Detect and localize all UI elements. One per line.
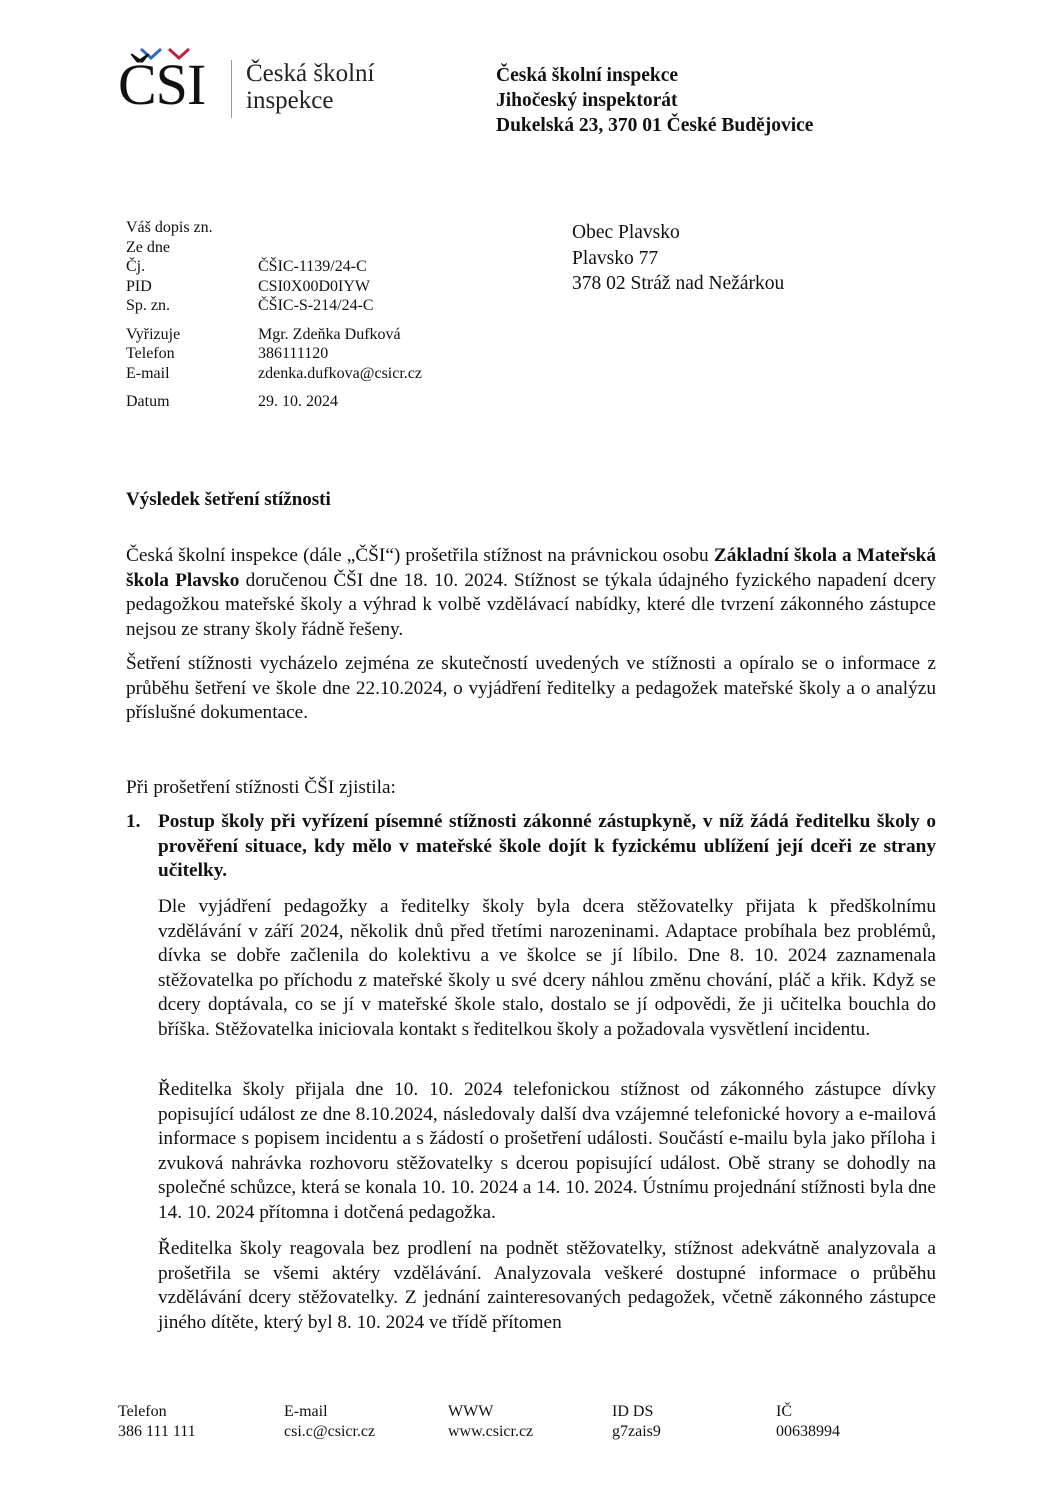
footer-value: 386 111 111 xyxy=(118,1423,196,1440)
meta-value: 29. 10. 2024 xyxy=(258,393,338,410)
meta-label: Ze dne xyxy=(126,238,170,256)
footer-idds xyxy=(612,1402,661,1442)
logo-letters: ČSI xyxy=(118,52,206,117)
meta-label: Čj. xyxy=(126,258,146,275)
footer-label: WWW xyxy=(448,1403,494,1420)
meta-row xyxy=(126,277,422,297)
recipient-line3: 378 02 Stráž nad Nežárkou xyxy=(572,273,785,294)
recipient-line2: Plavsko 77 xyxy=(572,247,659,269)
document-title: Výsledek šetření stížnosti xyxy=(126,489,331,510)
meta-row xyxy=(126,325,422,345)
meta-label: PID xyxy=(126,277,152,295)
meta-value: Mgr. Zdeňka Dufková xyxy=(258,325,401,343)
sender-line1: Česká školní inspekce xyxy=(496,65,679,86)
footer-value[interactable]: www.csicr.cz xyxy=(448,1423,534,1440)
meta-gap xyxy=(126,316,422,325)
csi-logo xyxy=(118,46,408,126)
meta-gap xyxy=(126,383,422,392)
logo-divider xyxy=(231,60,232,118)
meta-value: CSI0X00D0IYW xyxy=(258,277,370,295)
meta-row xyxy=(126,257,422,277)
meta-value: ČŠIC-1139/24-C xyxy=(258,258,367,275)
footer-phone xyxy=(118,1402,196,1442)
footer-value: g7zais9 xyxy=(612,1423,661,1440)
school-name: Základní škola a Mateřská škola Plavsko xyxy=(126,545,936,591)
footer-email xyxy=(284,1402,375,1442)
sender-line3: Dukelská 23, 370 01 České Budějovice xyxy=(496,115,814,136)
footer-label: Telefon xyxy=(118,1403,167,1420)
meta-row xyxy=(126,238,422,258)
meta-row xyxy=(126,392,422,412)
logo-name-line2: inspekce xyxy=(246,87,334,114)
intro-text-a: Česká školní inspekce (dále „ČŠI“) prošetřila stížnost na právnickou osobu xyxy=(126,545,714,566)
meta-value: zdenka.dufkova@csicr.cz xyxy=(258,364,422,382)
meta-value: ČŠIC-S-214/24-C xyxy=(258,297,374,314)
meta-label: Sp. zn. xyxy=(126,297,170,314)
finding-paragraph-3: Ředitelka školy reagovala bez prodlení na podnět stěžovatelky, stížnost adekvátně analyzovala a prošetřila se všemi aktéry vzdělávání. Analyzovala veškeré dostupné informace o průběhu vzdělávání dcery stěžovatelky. Z jednání zainteresovaných pedagožek, včetně zákonného zástupce jiného dítěte, který byl 8. 10. 2024 ve třídě přítomen xyxy=(158,1238,936,1333)
meta-label: Datum xyxy=(126,393,170,410)
footer-value[interactable]: csi.c@csicr.cz xyxy=(284,1423,376,1440)
footer-label: ID DS xyxy=(612,1403,654,1420)
finding-paragraph-1: Dle vyjádření pedagožky a ředitelky školy byla dcera stěžovatelky přijata k předškolnímu vzdělávání v září 2024, několik dnů před třetími narozeninami. Adaptace probíhala bez problémů, dívka se dobře začlenila do kolektivu a ve školce se jí líbilo. Dne 8. 10. 2024 zaznamenala stěžovatelka po příchodu z mateřské školy u své dcery náhlou změnu chování, pláč a křik. Když se dcery doptávala, co se jí v mateřské škole stalo, dostalo se jí odpovědi, že ji učitelka bouchla do bříška. Stěžovatelka iniciovala kontakt s ředitelkou školy a požadovala vysvětlení incidentu. xyxy=(158,896,936,1040)
footer-label: E-mail xyxy=(284,1403,328,1420)
recipient-address xyxy=(572,220,784,297)
meta-row xyxy=(126,218,422,238)
footer-ic xyxy=(776,1402,840,1442)
meta-label: Váš dopis zn. xyxy=(126,219,213,236)
reference-block xyxy=(126,218,422,412)
footer-value: 00638994 xyxy=(776,1423,840,1440)
intro-text-b: doručenou ČŠI dne 18. 10. 2024. Stížnost se týkala údajného fyzického napadení dcery pedagožkou mateřské školy a výhrad k volbě vzdělávací nabídky, které dle tvrzení zákonného zástupce nejsou ze strany školy řádně řešeny. xyxy=(126,569,937,640)
meta-row xyxy=(126,344,422,364)
meta-value: 386111120 xyxy=(258,345,329,362)
meta-label: Telefon xyxy=(126,345,175,362)
meta-label: E-mail xyxy=(126,364,170,382)
finding-heading: Postup školy při vyřízení písemné stížnosti zákonné zástupkyně, v níž žádá ředitelku školy o prověření situace, kdy mělo v mateřské škole dojít k fyzickému ublížení její dceři ze strany učitelky. xyxy=(158,811,936,882)
meta-row xyxy=(126,364,422,384)
footer-www xyxy=(448,1402,533,1442)
intro-paragraph xyxy=(126,544,936,642)
findings-lead: Při prošetření stížnosti ČŠI zjistila: xyxy=(126,777,396,798)
finding-number: 1. xyxy=(126,811,141,832)
meta-label: Vyřizuje xyxy=(126,325,181,343)
footer-label: IČ xyxy=(776,1403,792,1420)
logo-name-line1: Česká školní xyxy=(246,60,375,87)
sender-address xyxy=(496,63,813,138)
sender-line2: Jihočeský inspektorát xyxy=(496,90,678,111)
meta-row xyxy=(126,296,422,316)
logo-name xyxy=(246,60,374,114)
finding-paragraph-2: Ředitelka školy přijala dne 10. 10. 2024 telefonickou stížnost od zákonného zástupce dívky popisující událost ze dne 8.10.2024, následovaly další dva vzájemné telefonické hovory a e-mailová informace s popisem incidentu a s žádostí o prošetření události. Součástí e-mailu byla jako příloha i zvuková nahrávka rozhovoru stěžovatelky s dcerou popisující událost. Obě strany se dohodly na společné schůzce, která se konala 10. 10. 2024 a 14. 10. 2024. Ústnímu projednání stížnosti byla dne 14. 10. 2024 přítomna i dotčená pedagožka. xyxy=(158,1079,936,1223)
recipient-line1: Obec Plavsko xyxy=(572,222,680,243)
basis-paragraph: Šetření stížnosti vycházelo zejména ze skutečností uvedených ve stížnosti a opíralo se o informace z průběhu šetření ve škole dne 22.10.2024, o vyjádření ředitelky a pedagožek mateřské školy a o analýzu příslušné dokumentace. xyxy=(126,653,936,724)
